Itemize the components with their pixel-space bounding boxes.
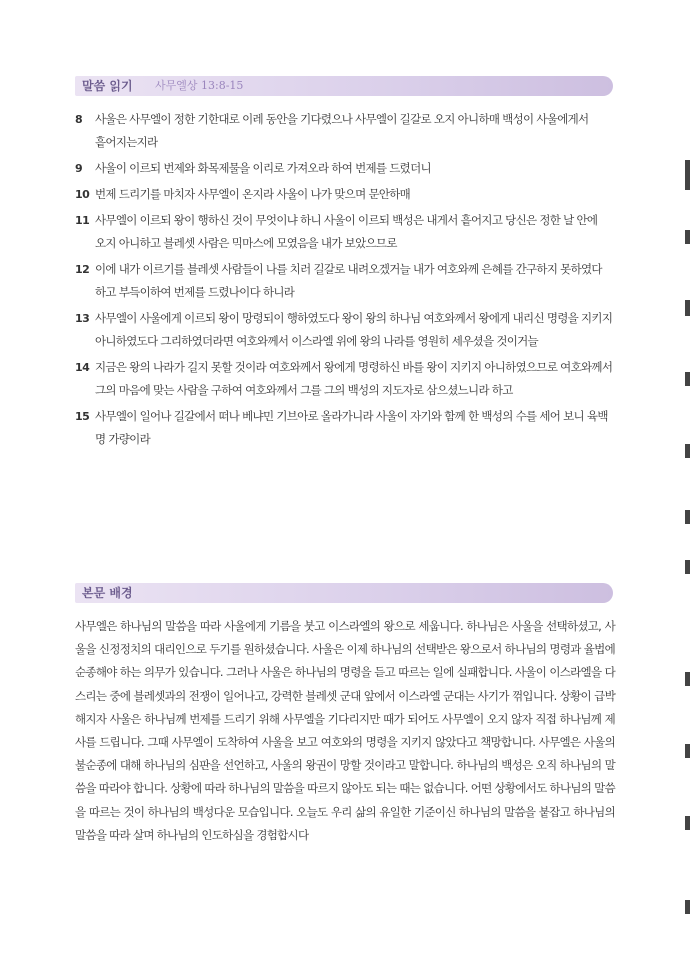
page-edge-mark [685,444,690,458]
page-edge-mark [685,160,690,190]
page-edge-mark [685,900,690,914]
verse-text: 지금은 왕의 나라가 길지 못할 것이라 여호와께서 왕에게 명령하신 바를 왕이 지키지 아니하였으므로 여호와께서 그의 마음에 맞는 사람을 구하여 여호와께서 그를 그의 백성의 지도자로 삼으셨느니라 하고 [95,360,613,397]
reading-section-title: 말씀 읽기 [82,79,133,93]
page-edge-mark [685,744,690,758]
verse-number: 9 [75,162,83,175]
verse-number: 8 [75,113,83,126]
page-edge-mark [685,672,690,686]
background-section-title: 본문 배경 [82,586,133,600]
verse-item [75,405,620,451]
background-body-text: 사무엘은 하나님의 말씀을 따라 사울에게 기름을 붓고 이스라엘의 왕으로 세웁니다. 하나님은 사울을 선택하셨고, 사울을 신정정치의 대리인으로 두기를 원하셨습니다. 사울은 이제 하나님의 선택받은 왕으로서 하나님의 명령과 율법에 순종해야 하는 의무가 있습니다. 그러나 사울은 하나님의 명령을 듣고 따르는 일에 실패합니다. 사울이 이스라엘을 다스리는 중에 블레셋과의 전쟁이 일어나고, 강력한 블레셋 군대 앞에서 이스라엘 군대는 사기가 꺾입니다. 상황이 급박해지자 사울은 하나님께 번제를 드리기 위해 사무엘을 기다리지만 때가 되어도 사무엘이 오지 않자 직접 하나님께 제사를 드립니다. 그때 사무엘이 도착하여 사울을 보고 여호와의 명령을 지키지 않았다고 책망합니다. 사무엘은 사울의 불순종에 대해 하나님의 심판을 선언하고, 사울의 왕권이 망할 것이라고 말합니다. 하나님의 백성은 오직 하나님의 말씀을 따라야 합니다. 상황에 따라 하나님의 말씀을 따르지 않아도 되는 때는 없습니다. 어떤 상황에서도 하나님의 말씀을 따르는 것이 하나님의 백성다운 모습입니다. 오늘도 우리 삶의 유일한 기준이신 하나님의 말씀을 붙잡고 하나님의 말씀을 따라 살며 하나님의 인도하심을 경험합시다 [75,619,615,842]
page-edge-mark [685,560,690,574]
verse-text: 사울이 이르되 번제와 화목제물을 이리로 가져오라 하여 번제를 드렸더니 [95,161,431,175]
verse-number: 14 [75,361,90,374]
verse-text: 사무엘이 이르되 왕이 행하신 것이 무엇이냐 하니 사울이 이르되 백성은 내게서 흩어지고 당신은 정한 날 안에 오지 아니하고 블레셋 사람은 믹마스에 모였음을 내가 보았으므로 [95,213,598,250]
page-edge-mark [685,372,690,386]
verse-item [75,157,620,180]
verse-number: 15 [75,410,90,423]
page-edge-mark [685,230,690,244]
page-edge-mark [685,300,690,316]
page-edge-mark [685,510,690,524]
verse-item [75,183,620,206]
verse-number: 12 [75,263,90,276]
verse-text: 번제 드리기를 마치자 사무엘이 온지라 사울이 나가 맞으며 문안하매 [95,187,411,201]
verse-item [75,209,620,255]
verse-number: 11 [75,214,90,227]
background-section-header [75,583,613,603]
verse-item [75,307,620,353]
verse-item [75,258,620,304]
verse-text: 사무엘이 일어나 길갈에서 떠나 베냐민 기브아로 올라가니라 사울이 자기와 함께 한 백성의 수를 세어 보니 육백 명 가량이라 [95,409,608,446]
verse-item [75,356,620,402]
verse-text: 사울은 사무엘이 정한 기한대로 이레 동안을 기다렸으나 사무엘이 길갈로 오지 아니하매 백성이 사울에게서 흩어지는지라 [95,112,589,149]
verse-text: 사무엘이 사울에게 이르되 왕이 망령되이 행하였도다 왕이 왕의 하나님 여호와께서 왕에게 내리신 명령을 지키지 아니하였도다 그리하였더라면 여호와께서 이스라엘 위에 왕의 나라를 영원히 세우셨을 것이거늘 [95,311,613,348]
verse-item [75,108,620,154]
verse-list [75,108,620,454]
page-edge-mark [685,816,690,830]
reading-section-header [75,76,613,96]
scripture-reference: 사무엘상 13:8-15 [155,79,244,92]
verse-number: 10 [75,188,90,201]
verse-text: 이에 내가 이르기를 블레셋 사람들이 나를 치러 길갈로 내려오겠거늘 내가 여호와께 은혜를 간구하지 못하였다 하고 부득이하여 번제를 드렸나이다 하니라 [95,262,602,299]
verse-number: 13 [75,312,90,325]
